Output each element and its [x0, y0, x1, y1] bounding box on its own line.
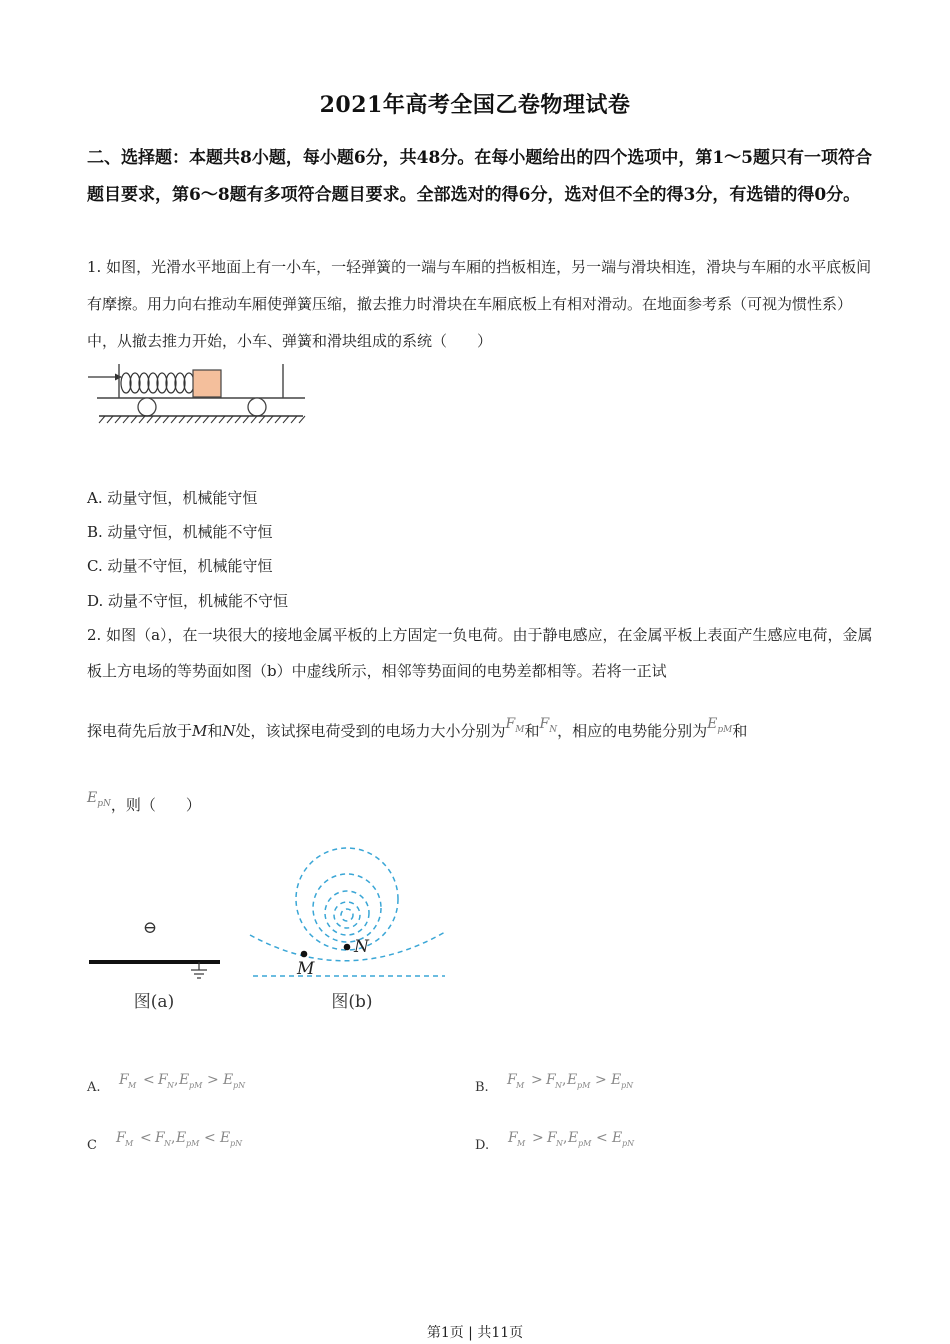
figure-a-caption: 图(a) [133, 992, 175, 1012]
svg-text:pM: pM [577, 1139, 592, 1148]
q1-option-c[interactable]: C. 动量不守恒，机械能守恒 [87, 557, 273, 575]
figure-a [86, 910, 226, 1015]
svg-text:E: E [567, 1130, 579, 1146]
q1-option-a[interactable]: A. 动量守恒，机械能守恒 [87, 489, 258, 507]
q2-option-b-expr [505, 1068, 665, 1094]
svg-text:,: , [562, 1130, 568, 1146]
svg-text:M: M [516, 1081, 525, 1090]
svg-text:>: > [531, 1130, 544, 1146]
cart-spring-figure [85, 358, 310, 428]
figure-b [245, 840, 450, 1015]
svg-text:,: , [170, 1130, 176, 1146]
svg-text:pN: pN [229, 1139, 242, 1148]
page-footer: 第1页 | 共11页 [426, 1325, 524, 1341]
force-m: $F_M$ [505, 716, 525, 735]
svg-text:E: E [611, 1072, 622, 1088]
svg-text:>: > [207, 1072, 220, 1088]
svg-text:pN: pN [621, 1139, 634, 1148]
q2-text-d: ，则（ ） [110, 796, 201, 814]
slider-block [193, 370, 221, 397]
svg-text:>: > [595, 1072, 608, 1088]
svg-text:pN: pN [621, 1081, 634, 1090]
negative-charge-icon: ⊖ [142, 918, 158, 938]
potential-energy-n: $E_{pN}$ [87, 790, 111, 809]
svg-text:F: F [546, 1072, 557, 1088]
q2-text-b: 处，该试探电荷受到的电场力大小分别为 [235, 722, 506, 740]
svg-text:M: M [124, 1139, 133, 1148]
svg-text:N: N [555, 1139, 563, 1148]
svg-text:F: F [119, 1072, 130, 1088]
svg-text:F: F [507, 1072, 518, 1088]
svg-text:pM: pM [189, 1081, 203, 1090]
q1-option-d[interactable]: D. 动量不守恒，机械能不守恒 [87, 592, 289, 610]
svg-text:<: < [595, 1130, 608, 1146]
svg-text:pM: pM [577, 1081, 591, 1090]
section-header: 二、选择题：本题共8小题，每小题6分，共48分。在每小题给出的四个选项中，第1～5题只有一项符合题目要求，第6～8题有多项符合题目要求。全部选对的得6分，选对但不全的得3分，有选错的得0分。 [87, 148, 872, 205]
point-n-ref: N [222, 722, 236, 740]
q2-option-a-expr [117, 1068, 277, 1094]
svg-text:E: E [175, 1130, 186, 1146]
q2-and: 和 [207, 722, 223, 740]
svg-text:<: < [139, 1130, 152, 1146]
q2-and: 和 [524, 722, 540, 740]
svg-text:E: E [567, 1072, 578, 1088]
point-m-label: M [297, 959, 315, 979]
svg-text:F: F [507, 1130, 518, 1146]
svg-text:E: E [611, 1130, 623, 1146]
svg-text:>: > [531, 1072, 544, 1088]
question-2-stem-line3 [87, 790, 877, 827]
q2-text-a: 探电荷先后放于 [87, 722, 193, 740]
svg-text:<: < [143, 1072, 156, 1088]
svg-text:E: E [179, 1072, 190, 1088]
q2-option-a[interactable]: A. F M < F N , E pM > E pN [87, 1068, 277, 1094]
potential-energy-m: $E_{pM}$ [707, 716, 733, 735]
svg-text:F: F [546, 1130, 557, 1146]
svg-text:F: F [158, 1072, 169, 1088]
point-n-marker [344, 944, 351, 951]
q1-option-b[interactable]: B. 动量守恒，机械能不守恒 [87, 523, 273, 541]
point-m-marker [301, 951, 308, 958]
q2-option-b[interactable]: B. F M > F N , E pM > E pN [475, 1068, 665, 1094]
svg-text:E: E [223, 1072, 234, 1088]
svg-text:N: N [163, 1139, 171, 1148]
svg-text:F: F [115, 1130, 126, 1146]
svg-text:pN: pN [233, 1081, 246, 1090]
q2-option-c-expr [114, 1126, 274, 1152]
svg-text:M: M [516, 1139, 526, 1148]
svg-text:F: F [154, 1130, 165, 1146]
q2-option-c[interactable]: C F M < F N , E pM < E pN [87, 1126, 274, 1152]
svg-text:<: < [203, 1130, 216, 1146]
q2-text-c: ，相应的电势能分别为 [557, 722, 708, 740]
page-title: 2021年高考全国乙卷物理试卷 [319, 92, 631, 118]
q2-and: 和 [732, 722, 748, 740]
q2-option-d-expr [506, 1126, 666, 1152]
figure-b-caption: 图(b) [331, 992, 373, 1012]
svg-text:N: N [167, 1081, 175, 1090]
svg-text:N: N [555, 1081, 563, 1090]
svg-text:,: , [174, 1072, 179, 1088]
svg-text:pM: pM [185, 1139, 200, 1148]
question-2-stem-line2 [87, 716, 877, 753]
svg-text:,: , [562, 1072, 567, 1088]
q2-option-d[interactable]: D. F M > F N , E pM < E pN [475, 1126, 666, 1152]
point-n-label: N [354, 937, 369, 957]
svg-text:M: M [128, 1081, 137, 1090]
svg-text:E: E [219, 1130, 230, 1146]
question-2-stem-line1: 2. 如图（a），在一块很大的接地金属平板的上方固定一负电荷。由于静电感应，在金属平板上表面产生感应电荷，金属板上方电场的等势面如图（b）中虚线所示，相邻等势面间的电势差都相等。若将一正试 [87, 626, 873, 680]
point-m-ref: M [192, 722, 208, 740]
force-n: $F_N$ [539, 716, 558, 735]
question-1-stem: 1. 如图，光滑水平地面上有一小车，一轻弹簧的一端与车厢的挡板相连，另一端与滑块相连，滑块与车厢的水平底板间有摩擦。用力向右推动车厢使弹簧压缩，撤去推力时滑块在车厢底板上有相对滑动。在地面参考系（可视为惯性系）中，从撤去推力开始，小车、弹簧和滑块组成的系统（ ） [87, 258, 872, 350]
